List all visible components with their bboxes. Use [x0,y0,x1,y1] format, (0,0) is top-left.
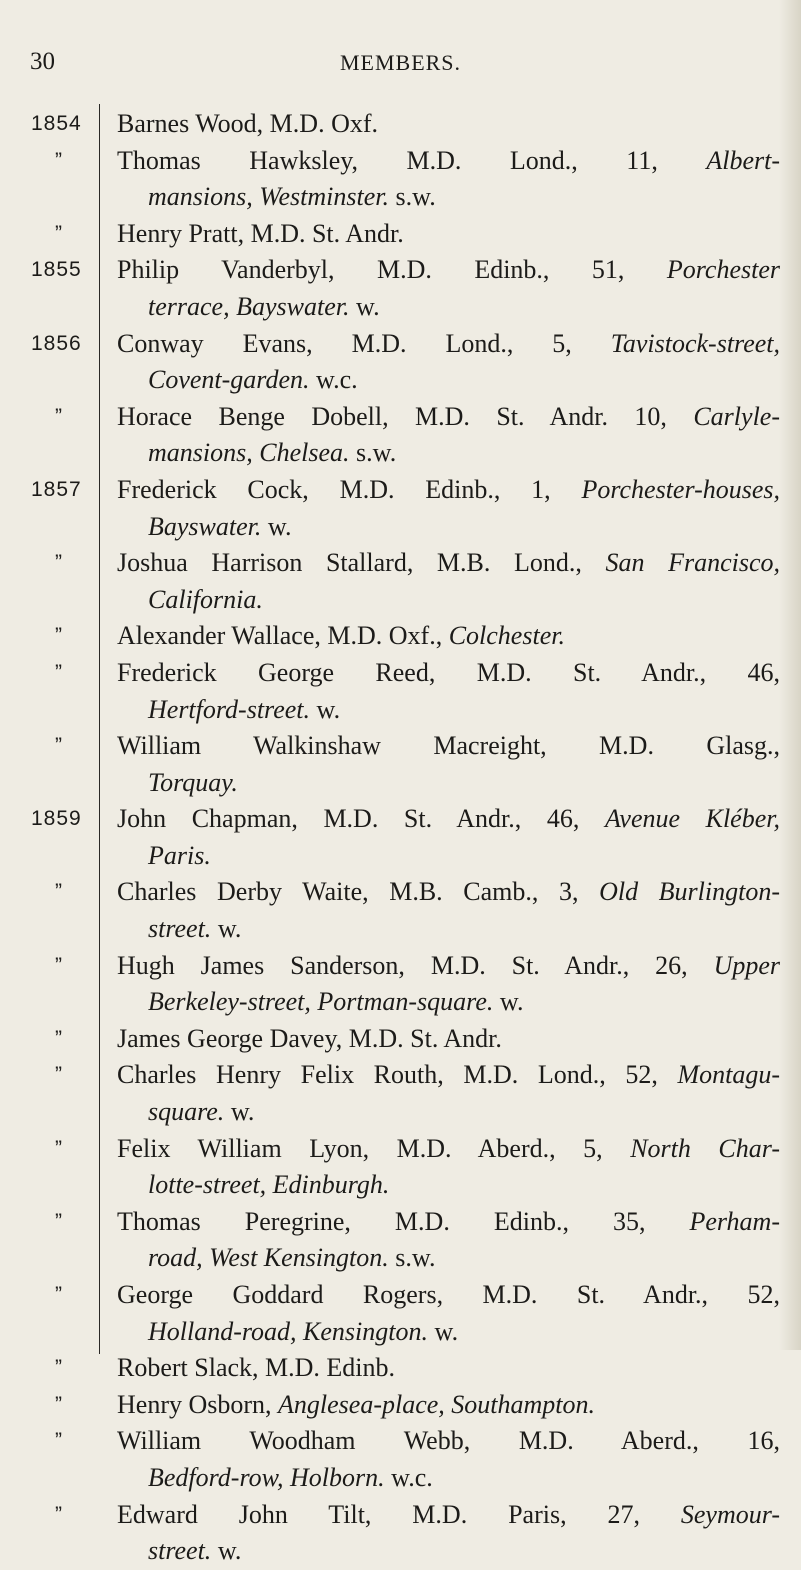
member-entry [0,399,801,472]
entry-line-1: Horace Benge Dobell, M.D. St. Andr. 10, Carlyle- [117,401,780,431]
entry-line-1: Hugh James Sanderson, M.D. St. Andr., 26, Upper [117,950,780,980]
member-entry [0,545,801,618]
entry-line-1: Edward John Tilt, M.D. Paris, 27, Seymour- [117,1499,780,1529]
member-entry [0,618,801,655]
year-election: 1859 [31,807,82,831]
entry-line-1: Felix William Lyon, M.D. Aberd., 5, North Char- [117,1133,780,1163]
year-election: 1854 [31,112,82,135]
member-entry [0,1350,801,1387]
year-ditto: ” [55,221,62,245]
entry-line-1: Joshua Harrison Stallard, M.B. Lond., San Francisco, [117,548,781,578]
year-ditto: ” [55,660,62,684]
member-entry [0,143,801,216]
entry-line-2: Paris. [148,840,211,870]
year-election: 1857 [31,477,82,501]
entry-line-1: Alexander Wallace, M.D. Oxf., Colchester. [117,621,565,651]
entry-line-2: Covent-garden. w.c. [148,365,358,395]
year-ditto: ” [55,1063,62,1087]
entry-line-1: George Goddard Rogers, M.D. St. Andr., 52, [117,1280,780,1309]
member-entry [0,728,801,801]
entry-line-1: John Chapman, M.D. St. Andr., 46, Avenue Kléber, [117,804,780,834]
entry-line-1: Philip Vanderbyl, M.D. Edinb., 51, Porchester [117,255,780,285]
entry-line-2: California. [148,584,263,614]
entry-line-2: Bayswater. w. [148,511,292,541]
page-number: 30 [30,48,55,75]
member-entry [0,1387,801,1424]
member-entry [0,655,801,728]
entry-line-2: lotte-street, Edinburgh. [148,1170,390,1200]
year-ditto: ” [55,734,62,758]
entry-line-1: Robert Slack, M.D. Edinb. [117,1353,396,1383]
member-entry [0,1057,801,1130]
member-entry [0,948,801,1021]
year-ditto: ” [55,404,62,428]
entry-line-1: Barnes Wood, M.D. Oxf. [117,109,379,138]
member-entry [0,216,801,253]
entry-line-2: Hertford-street. w. [148,694,341,724]
year-ditto: ” [55,1502,62,1526]
year-ditto: ” [55,1026,62,1050]
entry-line-1: Thomas Hawksley, M.D. Lond., 11, Albert- [117,145,780,175]
entry-line-2: square. w. [148,1097,255,1127]
member-list [0,106,801,1570]
year-ditto: ” [55,1356,62,1380]
entry-line-1: Charles Derby Waite, M.B. Camb., 3, Old Burlington- [117,877,780,907]
year-ditto: ” [55,953,62,977]
entry-line-2: Torquay. [148,767,238,797]
year-ditto: ” [55,1283,62,1306]
year-ditto: ” [55,880,62,904]
entry-line-2: street. w. [148,914,242,944]
running-head: MEMBERS. [339,50,462,75]
entry-line-1: William Walkinshaw Macreight, M.D. Glasg., [117,731,780,761]
entry-line-1: Henry Pratt, M.D. St. Andr. [117,218,404,248]
entry-line-2: Holland-road, Kensington. w. [148,1316,459,1346]
year-ditto: ” [55,624,62,648]
member-entry [0,106,801,143]
member-entry [0,801,801,874]
member-entry [0,1021,801,1058]
member-entry [0,326,801,399]
year-ditto: ” [55,1429,62,1453]
member-entry [0,1423,801,1496]
member-entry [0,252,801,325]
entry-line-2: Bedford-row, Holborn. w.c. [148,1462,433,1492]
year-election: 1855 [31,258,82,282]
member-entry [0,472,801,545]
entry-line-1: Henry Osborn, Anglesea-place, Southampton. [117,1389,596,1419]
page-header [0,48,801,78]
member-entry [0,1277,801,1350]
entry-line-2: mansions, Chelsea. s.w. [148,438,397,468]
entry-line-2: mansions, Westminster. s.w. [148,182,436,212]
entry-line-1: Charles Henry Felix Routh, M.D. Lond., 52, Montagu- [117,1060,780,1090]
entry-line-1: William Woodham Webb, M.D. Aberd., 16, [117,1426,780,1456]
entry-line-1: Frederick Cock, M.D. Edinb., 1, Porchester-houses, [117,474,780,504]
year-ditto: ” [55,148,62,172]
entry-line-1: James George Davey, M.D. St. Andr. [117,1023,502,1053]
member-entry [0,1204,801,1277]
entry-line-2: street. w. [148,1536,242,1566]
entry-line-2: Berkeley-street, Portman-square. w. [148,987,524,1017]
entry-line-2: road, West Kensington. s.w. [148,1243,436,1273]
year-election: 1856 [31,331,82,355]
entry-line-1: Frederick George Reed, M.D. St. Andr., 46, [117,657,780,687]
member-entry [0,1497,801,1570]
entry-line-2: terrace, Bayswater. w. [148,291,380,321]
entry-line-1: Thomas Peregrine, M.D. Edinb., 35, Perham- [117,1206,780,1236]
year-ditto: ” [55,1392,62,1416]
member-entry [0,874,801,947]
year-ditto: ” [55,551,62,575]
entry-line-1: Conway Evans, M.D. Lond., 5, Tavistock-street, [117,328,780,358]
year-ditto: ” [55,1136,62,1160]
member-entry [0,1131,801,1204]
year-ditto: ” [55,1209,62,1233]
